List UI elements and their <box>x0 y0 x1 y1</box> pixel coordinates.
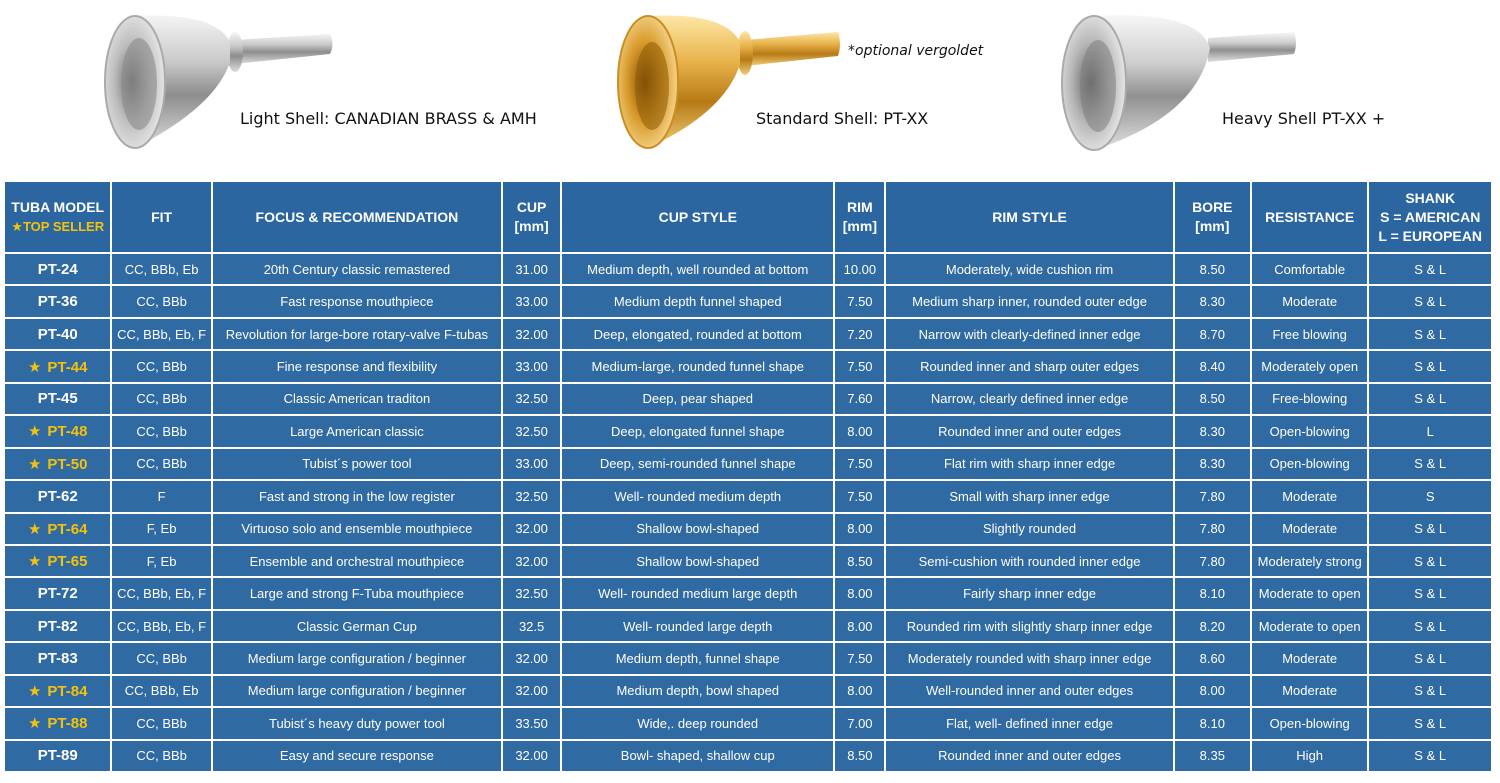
shank-cell: S & L <box>1369 611 1491 641</box>
star-icon: ★ <box>11 219 23 234</box>
rim-style-cell: Moderately, wide cushion rim <box>886 254 1172 284</box>
bore-cell: 8.30 <box>1175 286 1250 316</box>
rim-cell: 7.50 <box>835 449 884 479</box>
bore-cell: 8.30 <box>1175 449 1250 479</box>
resistance-cell: Free blowing <box>1252 319 1367 349</box>
rim-style-cell: Narrow, clearly defined inner edge <box>886 384 1172 414</box>
model-name: PT-36 <box>37 293 78 311</box>
fit-cell: CC, BBb <box>112 741 210 771</box>
resistance-cell: High <box>1252 741 1367 771</box>
shank-cell: S & L <box>1369 351 1491 381</box>
focus-cell: Easy and secure response <box>213 741 501 771</box>
fit-cell: F, Eb <box>112 546 210 576</box>
table-row <box>5 514 1491 544</box>
table-row <box>5 481 1491 511</box>
cup-style-cell: Medium depth funnel shaped <box>562 286 833 316</box>
col-header-fit: FIT <box>112 182 210 252</box>
bore-cell: 8.50 <box>1175 384 1250 414</box>
model-cell <box>5 384 110 414</box>
table-row <box>5 676 1491 706</box>
standard-shell-mouthpiece-image <box>610 12 842 152</box>
shank-cell: S & L <box>1369 384 1491 414</box>
resistance-cell: Moderate <box>1252 676 1367 706</box>
rim-style-cell: Flat, well- defined inner edge <box>886 708 1172 738</box>
cup-style-cell: Well- rounded medium large depth <box>562 578 833 608</box>
model-name: PT-84 <box>47 682 88 700</box>
fit-cell: CC, BBb, Eb <box>112 254 210 284</box>
focus-cell: Medium large configuration / beginner <box>213 676 501 706</box>
model-cell <box>5 676 110 706</box>
rim-cell: 7.60 <box>835 384 884 414</box>
cup-style-cell: Deep, elongated, rounded at bottom <box>562 319 833 349</box>
table-row <box>5 254 1491 284</box>
bore-cell: 8.10 <box>1175 578 1250 608</box>
shell-heavy <box>1000 0 1500 175</box>
light-shell-mouthpiece-image <box>95 12 335 152</box>
cup-cell: 32.50 <box>503 416 560 446</box>
rim-style-cell: Semi-cushion with rounded inner edge <box>886 546 1172 576</box>
cup-style-cell: Medium depth, bowl shaped <box>562 676 833 706</box>
model-name: PT-64 <box>47 520 88 538</box>
focus-cell: Large and strong F-Tuba mouthpiece <box>213 578 501 608</box>
table-body <box>5 254 1491 771</box>
cup-style-cell: Shallow bowl-shaped <box>562 546 833 576</box>
model-cell <box>5 416 110 446</box>
rim-header-line1: RIM <box>847 199 873 215</box>
cup-style-cell: Wide,. deep rounded <box>562 708 833 738</box>
model-name: PT-24 <box>37 260 78 278</box>
cup-cell: 32.50 <box>503 578 560 608</box>
shell-standard <box>560 0 1000 175</box>
model-cell <box>5 741 110 771</box>
model-cell <box>5 254 110 284</box>
fit-cell: F <box>112 481 210 511</box>
fit-cell: CC, BBb <box>112 351 210 381</box>
top-seller-star-icon: ★ <box>27 553 42 571</box>
model-cell <box>5 611 110 641</box>
bore-cell: 7.80 <box>1175 481 1250 511</box>
resistance-cell: Moderate <box>1252 643 1367 673</box>
col-header-bore <box>1175 182 1250 252</box>
rim-style-cell: Flat rim with sharp inner edge <box>886 449 1172 479</box>
table-row <box>5 611 1491 641</box>
rim-header-line2: [mm] <box>842 218 877 234</box>
fit-cell: CC, BBb <box>112 286 210 316</box>
cup-style-cell: Bowl- shaped, shallow cup <box>562 741 833 771</box>
model-cell <box>5 578 110 608</box>
table-row <box>5 319 1491 349</box>
fit-cell: CC, BBb, Eb <box>112 676 210 706</box>
shank-cell: S & L <box>1369 546 1491 576</box>
table-row <box>5 643 1491 673</box>
cup-cell: 32.00 <box>503 319 560 349</box>
rim-cell: 7.00 <box>835 708 884 738</box>
rim-style-cell: Rounded inner and outer edges <box>886 416 1172 446</box>
model-name: PT-72 <box>37 585 78 603</box>
cup-cell: 33.00 <box>503 449 560 479</box>
shank-cell: S & L <box>1369 254 1491 284</box>
resistance-cell: Free-blowing <box>1252 384 1367 414</box>
table-row <box>5 449 1491 479</box>
bore-cell: 7.80 <box>1175 514 1250 544</box>
focus-cell: Classic American traditon <box>213 384 501 414</box>
col-header-resistance: RESISTANCE <box>1252 182 1367 252</box>
resistance-cell: Moderate to open <box>1252 578 1367 608</box>
resistance-cell: Moderate <box>1252 514 1367 544</box>
model-cell <box>5 546 110 576</box>
cup-style-cell: Well- rounded large depth <box>562 611 833 641</box>
bore-cell: 7.80 <box>1175 546 1250 576</box>
bore-cell: 8.00 <box>1175 676 1250 706</box>
fit-cell: CC, BBb <box>112 384 210 414</box>
cup-style-cell: Medium depth, funnel shape <box>562 643 833 673</box>
resistance-cell: Open-blowing <box>1252 708 1367 738</box>
resistance-cell: Moderate <box>1252 481 1367 511</box>
light-shell-caption: Light Shell: CANADIAN BRASS & AMH <box>240 109 537 128</box>
cup-style-cell: Deep, pear shaped <box>562 384 833 414</box>
model-cell <box>5 286 110 316</box>
cup-header-line1: CUP <box>516 199 547 215</box>
col-header-model <box>5 182 110 252</box>
model-name: PT-40 <box>37 325 78 343</box>
model-cell <box>5 449 110 479</box>
cup-style-cell: Deep, semi-rounded funnel shape <box>562 449 833 479</box>
model-cell <box>5 319 110 349</box>
fit-cell: CC, BBb <box>112 643 210 673</box>
standard-shell-caption: Standard Shell: PT-XX <box>756 109 929 128</box>
col-header-rim-style: RIM STYLE <box>886 182 1172 252</box>
shank-cell: S <box>1369 481 1491 511</box>
col-header-cup <box>503 182 560 252</box>
bore-header-line2: [mm] <box>1195 218 1230 234</box>
rim-style-cell: Rounded inner and sharp outer edges <box>886 351 1172 381</box>
mouthpiece-spec-table <box>3 180 1493 773</box>
top-seller-star-icon: ★ <box>27 455 42 473</box>
model-cell <box>5 514 110 544</box>
rim-cell: 8.00 <box>835 514 884 544</box>
rim-cell: 7.50 <box>835 481 884 511</box>
bore-cell: 8.70 <box>1175 319 1250 349</box>
rim-style-cell: Medium sharp inner, rounded outer edge <box>886 286 1172 316</box>
bore-cell: 8.40 <box>1175 351 1250 381</box>
model-name: PT-45 <box>37 390 78 408</box>
cup-cell: 32.5 <box>503 611 560 641</box>
heavy-shell-mouthpiece-image <box>1058 12 1298 154</box>
resistance-cell: Open-blowing <box>1252 416 1367 446</box>
bore-cell: 8.35 <box>1175 741 1250 771</box>
table-header-row <box>5 182 1491 252</box>
shank-header-line2: S = AMERICAN <box>1380 208 1481 225</box>
rim-style-cell: Rounded rim with slightly sharp inner edge <box>886 611 1172 641</box>
resistance-cell: Moderately strong <box>1252 546 1367 576</box>
model-name: PT-83 <box>37 649 78 667</box>
focus-cell: Medium large configuration / beginner <box>213 643 501 673</box>
shank-cell: S & L <box>1369 578 1491 608</box>
model-cell <box>5 351 110 381</box>
resistance-cell: Moderately open <box>1252 351 1367 381</box>
top-seller-star-icon: ★ <box>27 423 42 441</box>
rim-style-cell: Slightly rounded <box>886 514 1172 544</box>
resistance-cell: Open-blowing <box>1252 449 1367 479</box>
focus-cell: Fast response mouthpiece <box>213 286 501 316</box>
model-cell <box>5 708 110 738</box>
shank-cell: S & L <box>1369 514 1491 544</box>
rim-cell: 8.00 <box>835 578 884 608</box>
shank-cell: S & L <box>1369 286 1491 316</box>
cup-cell: 32.00 <box>503 643 560 673</box>
table-row <box>5 741 1491 771</box>
fit-cell: F, Eb <box>112 514 210 544</box>
cup-cell: 32.50 <box>503 384 560 414</box>
fit-cell: CC, BBb <box>112 449 210 479</box>
table-row <box>5 286 1491 316</box>
model-header-label: TUBA MODEL <box>11 199 105 215</box>
cup-cell: 32.00 <box>503 741 560 771</box>
col-header-cup-style: CUP STYLE <box>562 182 833 252</box>
focus-cell: Tubist´s heavy duty power tool <box>213 708 501 738</box>
model-cell <box>5 481 110 511</box>
fit-cell: CC, BBb, Eb, F <box>112 319 210 349</box>
rim-style-cell: Well-rounded inner and outer edges <box>886 676 1172 706</box>
bore-header-line1: BORE <box>1192 199 1233 215</box>
bore-cell: 8.10 <box>1175 708 1250 738</box>
shank-cell: S & L <box>1369 449 1491 479</box>
cup-cell: 31.00 <box>503 254 560 284</box>
shell-light <box>0 0 560 175</box>
model-name: PT-89 <box>37 747 78 765</box>
rim-cell: 7.50 <box>835 286 884 316</box>
cup-cell: 32.00 <box>503 514 560 544</box>
table-row <box>5 416 1491 446</box>
bore-cell: 8.60 <box>1175 643 1250 673</box>
bore-cell: 8.20 <box>1175 611 1250 641</box>
focus-cell: Classic German Cup <box>213 611 501 641</box>
model-name: PT-82 <box>37 617 78 635</box>
table-row <box>5 578 1491 608</box>
rim-cell: 7.20 <box>835 319 884 349</box>
top-seller-legend <box>7 217 108 236</box>
rim-cell: 7.50 <box>835 643 884 673</box>
cup-cell: 32.00 <box>503 546 560 576</box>
cup-cell: 33.50 <box>503 708 560 738</box>
resistance-cell: Moderate <box>1252 286 1367 316</box>
cup-style-cell: Medium-large, rounded funnel shape <box>562 351 833 381</box>
focus-cell: Revolution for large-bore rotary-valve F-tubas <box>213 319 501 349</box>
cup-cell: 33.00 <box>503 286 560 316</box>
shank-cell: S & L <box>1369 708 1491 738</box>
bore-cell: 8.30 <box>1175 416 1250 446</box>
col-header-focus: FOCUS & RECOMMENDATION <box>213 182 501 252</box>
shank-cell: S & L <box>1369 643 1491 673</box>
focus-cell: Virtuoso solo and ensemble mouthpiece <box>213 514 501 544</box>
cup-cell: 33.00 <box>503 351 560 381</box>
shank-cell: S & L <box>1369 676 1491 706</box>
focus-cell: 20th Century classic remastered <box>213 254 501 284</box>
focus-cell: Tubist´s power tool <box>213 449 501 479</box>
cup-cell: 32.50 <box>503 481 560 511</box>
model-name: PT-65 <box>47 553 88 571</box>
col-header-shank <box>1369 182 1491 252</box>
top-seller-star-icon: ★ <box>27 682 42 700</box>
rim-cell: 7.50 <box>835 351 884 381</box>
model-cell <box>5 643 110 673</box>
cup-style-cell: Medium depth, well rounded at bottom <box>562 254 833 284</box>
top-seller-star-icon: ★ <box>27 520 42 538</box>
shank-cell: S & L <box>1369 319 1491 349</box>
table-row <box>5 351 1491 381</box>
model-name: PT-88 <box>47 715 88 733</box>
cup-cell: 32.00 <box>503 676 560 706</box>
heavy-shell-caption: Heavy Shell PT-XX + <box>1222 109 1386 128</box>
rim-style-cell: Narrow with clearly-defined inner edge <box>886 319 1172 349</box>
model-name: PT-48 <box>47 423 88 441</box>
rim-cell: 8.00 <box>835 676 884 706</box>
rim-style-cell: Rounded inner and outer edges <box>886 741 1172 771</box>
gold-plating-note: *optional vergoldet <box>848 43 984 59</box>
cup-style-cell: Shallow bowl-shaped <box>562 514 833 544</box>
cup-style-cell: Deep, elongated funnel shape <box>562 416 833 446</box>
fit-cell: CC, BBb <box>112 708 210 738</box>
cup-header-line2: [mm] <box>514 218 549 234</box>
rim-cell: 8.00 <box>835 416 884 446</box>
rim-style-cell: Fairly sharp inner edge <box>886 578 1172 608</box>
fit-cell: CC, BBb, Eb, F <box>112 578 210 608</box>
shank-cell: S & L <box>1369 741 1491 771</box>
model-name: PT-50 <box>47 455 88 473</box>
table-row <box>5 384 1491 414</box>
shank-cell: L <box>1369 416 1491 446</box>
top-seller-star-icon: ★ <box>27 358 42 376</box>
col-header-rim <box>835 182 884 252</box>
rim-style-cell: Small with sharp inner edge <box>886 481 1172 511</box>
bore-cell: 8.50 <box>1175 254 1250 284</box>
resistance-cell: Comfortable <box>1252 254 1367 284</box>
focus-cell: Ensemble and orchestral mouthpiece <box>213 546 501 576</box>
shank-header-line3: L = EUROPEAN <box>1378 227 1482 244</box>
rim-cell: 8.50 <box>835 741 884 771</box>
resistance-cell: Moderate to open <box>1252 611 1367 641</box>
top-seller-label: TOP SELLER <box>22 219 105 234</box>
focus-cell: Fine response and flexibility <box>213 351 501 381</box>
rim-cell: 8.50 <box>835 546 884 576</box>
fit-cell: CC, BBb <box>112 416 210 446</box>
cup-style-cell: Well- rounded medium depth <box>562 481 833 511</box>
model-name: PT-44 <box>47 358 88 376</box>
fit-cell: CC, BBb, Eb, F <box>112 611 210 641</box>
focus-cell: Large American classic <box>213 416 501 446</box>
table-row <box>5 546 1491 576</box>
shank-header-line1: SHANK <box>1405 189 1456 206</box>
rim-cell: 8.00 <box>835 611 884 641</box>
table-row <box>5 708 1491 738</box>
rim-style-cell: Moderately rounded with sharp inner edge <box>886 643 1172 673</box>
top-seller-star-icon: ★ <box>27 715 42 733</box>
rim-cell: 10.00 <box>835 254 884 284</box>
focus-cell: Fast and strong in the low register <box>213 481 501 511</box>
model-name: PT-62 <box>37 487 78 505</box>
